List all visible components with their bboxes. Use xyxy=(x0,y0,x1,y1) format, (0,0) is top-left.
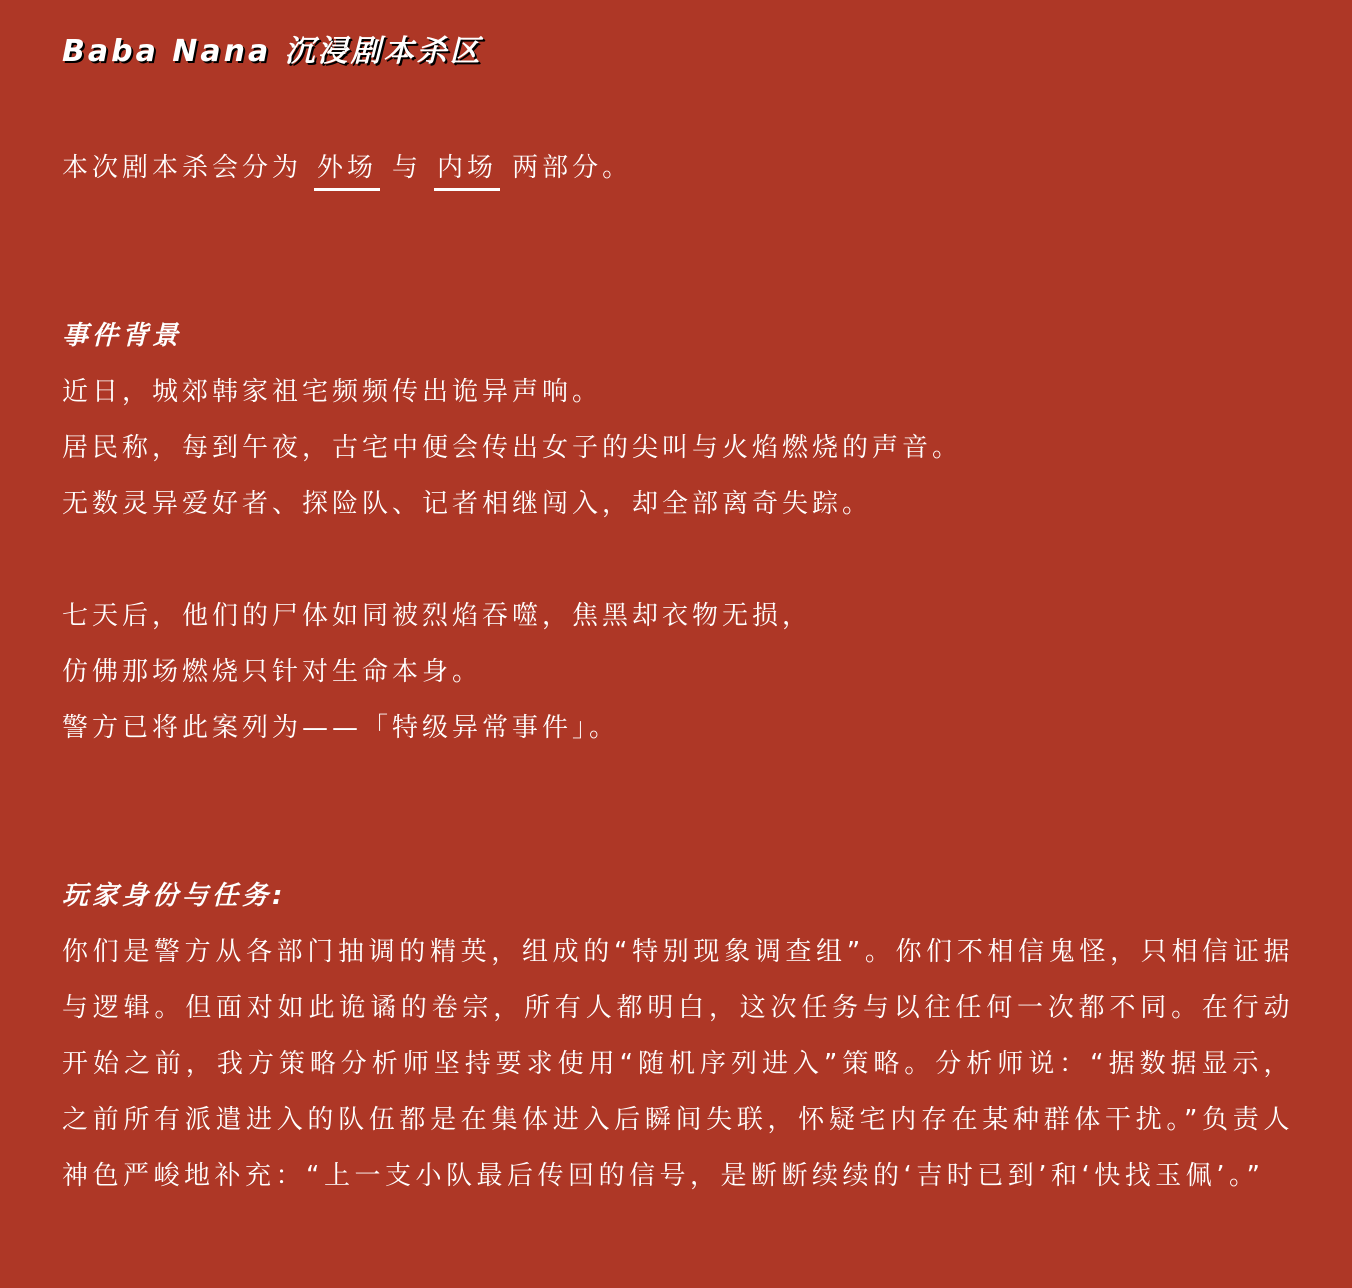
brand-title: Baba Nana 沉浸剧本杀区 xyxy=(62,34,483,69)
background-heading: 事件背景 xyxy=(62,321,183,351)
mission-paragraph: 你们是警方从各部门抽调的精英，组成的“特别现象调查组”。你们不相信鬼怪，只相信证据与逻辑。但面对如此诡谲的卷宗，所有人都明白，这次任务与以往任何一次都不同。在行动开始之前，我方策略分析师坚持要求使用“随机序列进入”策略。分析师说：“据数据显示，之前所有派遣进入的队伍都是在集体进入后瞬间失联，怀疑宅内存在某种群体干扰。”负责人神色严峻地补充：“上一支小队最后传回的信号，是断断续续的‘吉时已到’和‘快找玉佩’。” xyxy=(62,937,1294,1191)
mission-heading: 玩家身份与任务: xyxy=(62,881,287,911)
background-line: 无数灵异爱好者、探险队、记者相继闯入，却全部离奇失踪。 xyxy=(62,489,873,519)
intro-prefix: 本次剧本杀会分为 xyxy=(62,153,303,183)
background-line: 仿佛那场燃烧只针对生命本身。 xyxy=(62,657,483,687)
background-line: 警方已将此案列为——「特级异常事件」。 xyxy=(62,713,620,743)
outside-venue-label: 外场 xyxy=(314,148,380,191)
intro-and: 与 xyxy=(392,153,423,183)
intro-suffix: 两部分。 xyxy=(512,153,633,183)
background-line: 居民称，每到午夜，古宅中便会传出女子的尖叫与火焰燃烧的声音。 xyxy=(62,433,963,463)
intro-line xyxy=(62,146,632,191)
background-line: 近日，城郊韩家祖宅频频传出诡异声响。 xyxy=(62,377,603,407)
inside-venue-label: 内场 xyxy=(434,148,500,191)
background-line: 七天后，他们的尸体如同被烈焰吞噬，焦黑却衣物无损， xyxy=(62,601,813,631)
